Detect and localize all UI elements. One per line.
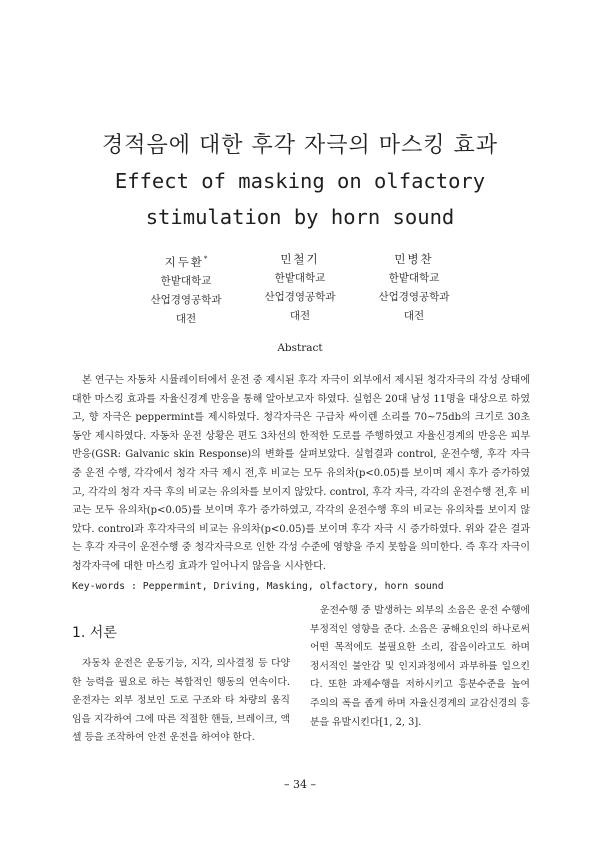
author-name: 민병찬 xyxy=(394,252,434,266)
corresponding-author-marker: * xyxy=(203,255,208,263)
author-list xyxy=(130,250,470,329)
keywords: Key-words : Peppermint, Driving, Masking, olfactory, horn sound xyxy=(72,581,444,592)
author-block xyxy=(244,250,356,329)
section-heading: 1. 서론 xyxy=(72,625,117,641)
body-text-right-column: 운전수행 중 발생하는 외부의 소음은 운전 수행에 부정적인 영향을 준다. 소음은 공해요인의 하나로써 어떤 목적에도 불필요한 소리, 잡음이라고도 하며 정서적인 불안감 및 인지과정에서 과부하를 일으킨다. 또한 과제수행을 저하시키고 흥분수준을 높여 주의의 폭을 좁게 하며 자율신경계의 교감신경의 흥분을 유발시킨다[1, 2, 3]. xyxy=(310,605,530,728)
author-department: 산업경영공학과 xyxy=(378,291,450,303)
author-block xyxy=(130,250,242,329)
abstract-heading: Abstract xyxy=(277,342,323,354)
abstract-body: 본 연구는 자동차 시뮬레이터에서 운전 중 제시된 후각 자극이 외부에서 제시된 청각자극의 각성 상태에 대한 마스킹 효과를 자율신경계 반응을 통해 알아보고자 하였다. 실험은 20대 남성 11명을 대상으로 하였고, 향 자극은 peppermint를 제시하였다. 청각자극은 구급차 싸이렌 소리를 70~75db의 크기로 30초 동안 제시하였다. 자동차 운전 상황은 편도 3차선의 한적한 도로를 주행하였고 자율신경계의 반응은 피부반응(GSR: Galvanic skin Response)의 변화를 살펴보았다. 실험결과 control, 운전수행, 후각 자극 중 운전 수행, 각각에서 청각 자극 제시 전,후 비교는 모두 유의차(p<0.05)를 보이며 제시 후가 증가하였고, 각각의 청각 자극 후의 비교는 유의차를 보이지 않았다. control, 후각 자극, 각각의 운전수행 전,후 비교는 모두 유의차(p<0.05)를 보이며 후가 증가하였고, 각각의 운전수행 후의 비교는 유의차를 보이지 않았다. control과 후각자극의 비교는 유의차(p<0.05)를 보이며 후각 자극 시 증가하였다. 위와 같은 결과는 후각 자극이 운전수행 중 청각자극으로 인한 각성 수준에 영향을 주지 못함을 의미한다. 즉 후각 자극이 청각자극에 대한 마스킹 효과가 일어나지 않음을 시사한다. xyxy=(72,375,530,572)
author-city: 대전 xyxy=(289,310,311,322)
page-number: – 34 – xyxy=(284,778,316,791)
paper-title-english: Effect of masking on olfactory stimulation by horn sound xyxy=(114,169,486,229)
author-block xyxy=(358,250,470,329)
author-city: 대전 xyxy=(403,310,425,322)
author-name: 민철기 xyxy=(280,252,320,266)
author-department: 산업경영공학과 xyxy=(150,293,222,306)
author-name: 지두환* xyxy=(164,254,208,269)
author-department: 산업경영공학과 xyxy=(264,291,336,303)
paper-title-korean: 경적음에 대한 후각 자극의 마스킹 효과 xyxy=(102,133,498,158)
author-affiliation: 한밭대학교 xyxy=(160,274,212,287)
body-text-left-column: 자동차 운전은 운동기능, 지각, 의사결정 등 다양한 능력을 필요로 하는 복합적인 행동의 연속이다. 운전자는 외부 정보인 도로 구조와 타 차량의 움직임을 지각하여 그에 따른 적절한 핸들, 브레이크, 액셀 등을 조작하여 안전 운전을 하여야 한다. xyxy=(72,658,290,744)
author-affiliation: 한밭대학교 xyxy=(388,272,440,284)
author-affiliation: 한밭대학교 xyxy=(274,272,326,284)
author-city: 대전 xyxy=(175,312,197,325)
